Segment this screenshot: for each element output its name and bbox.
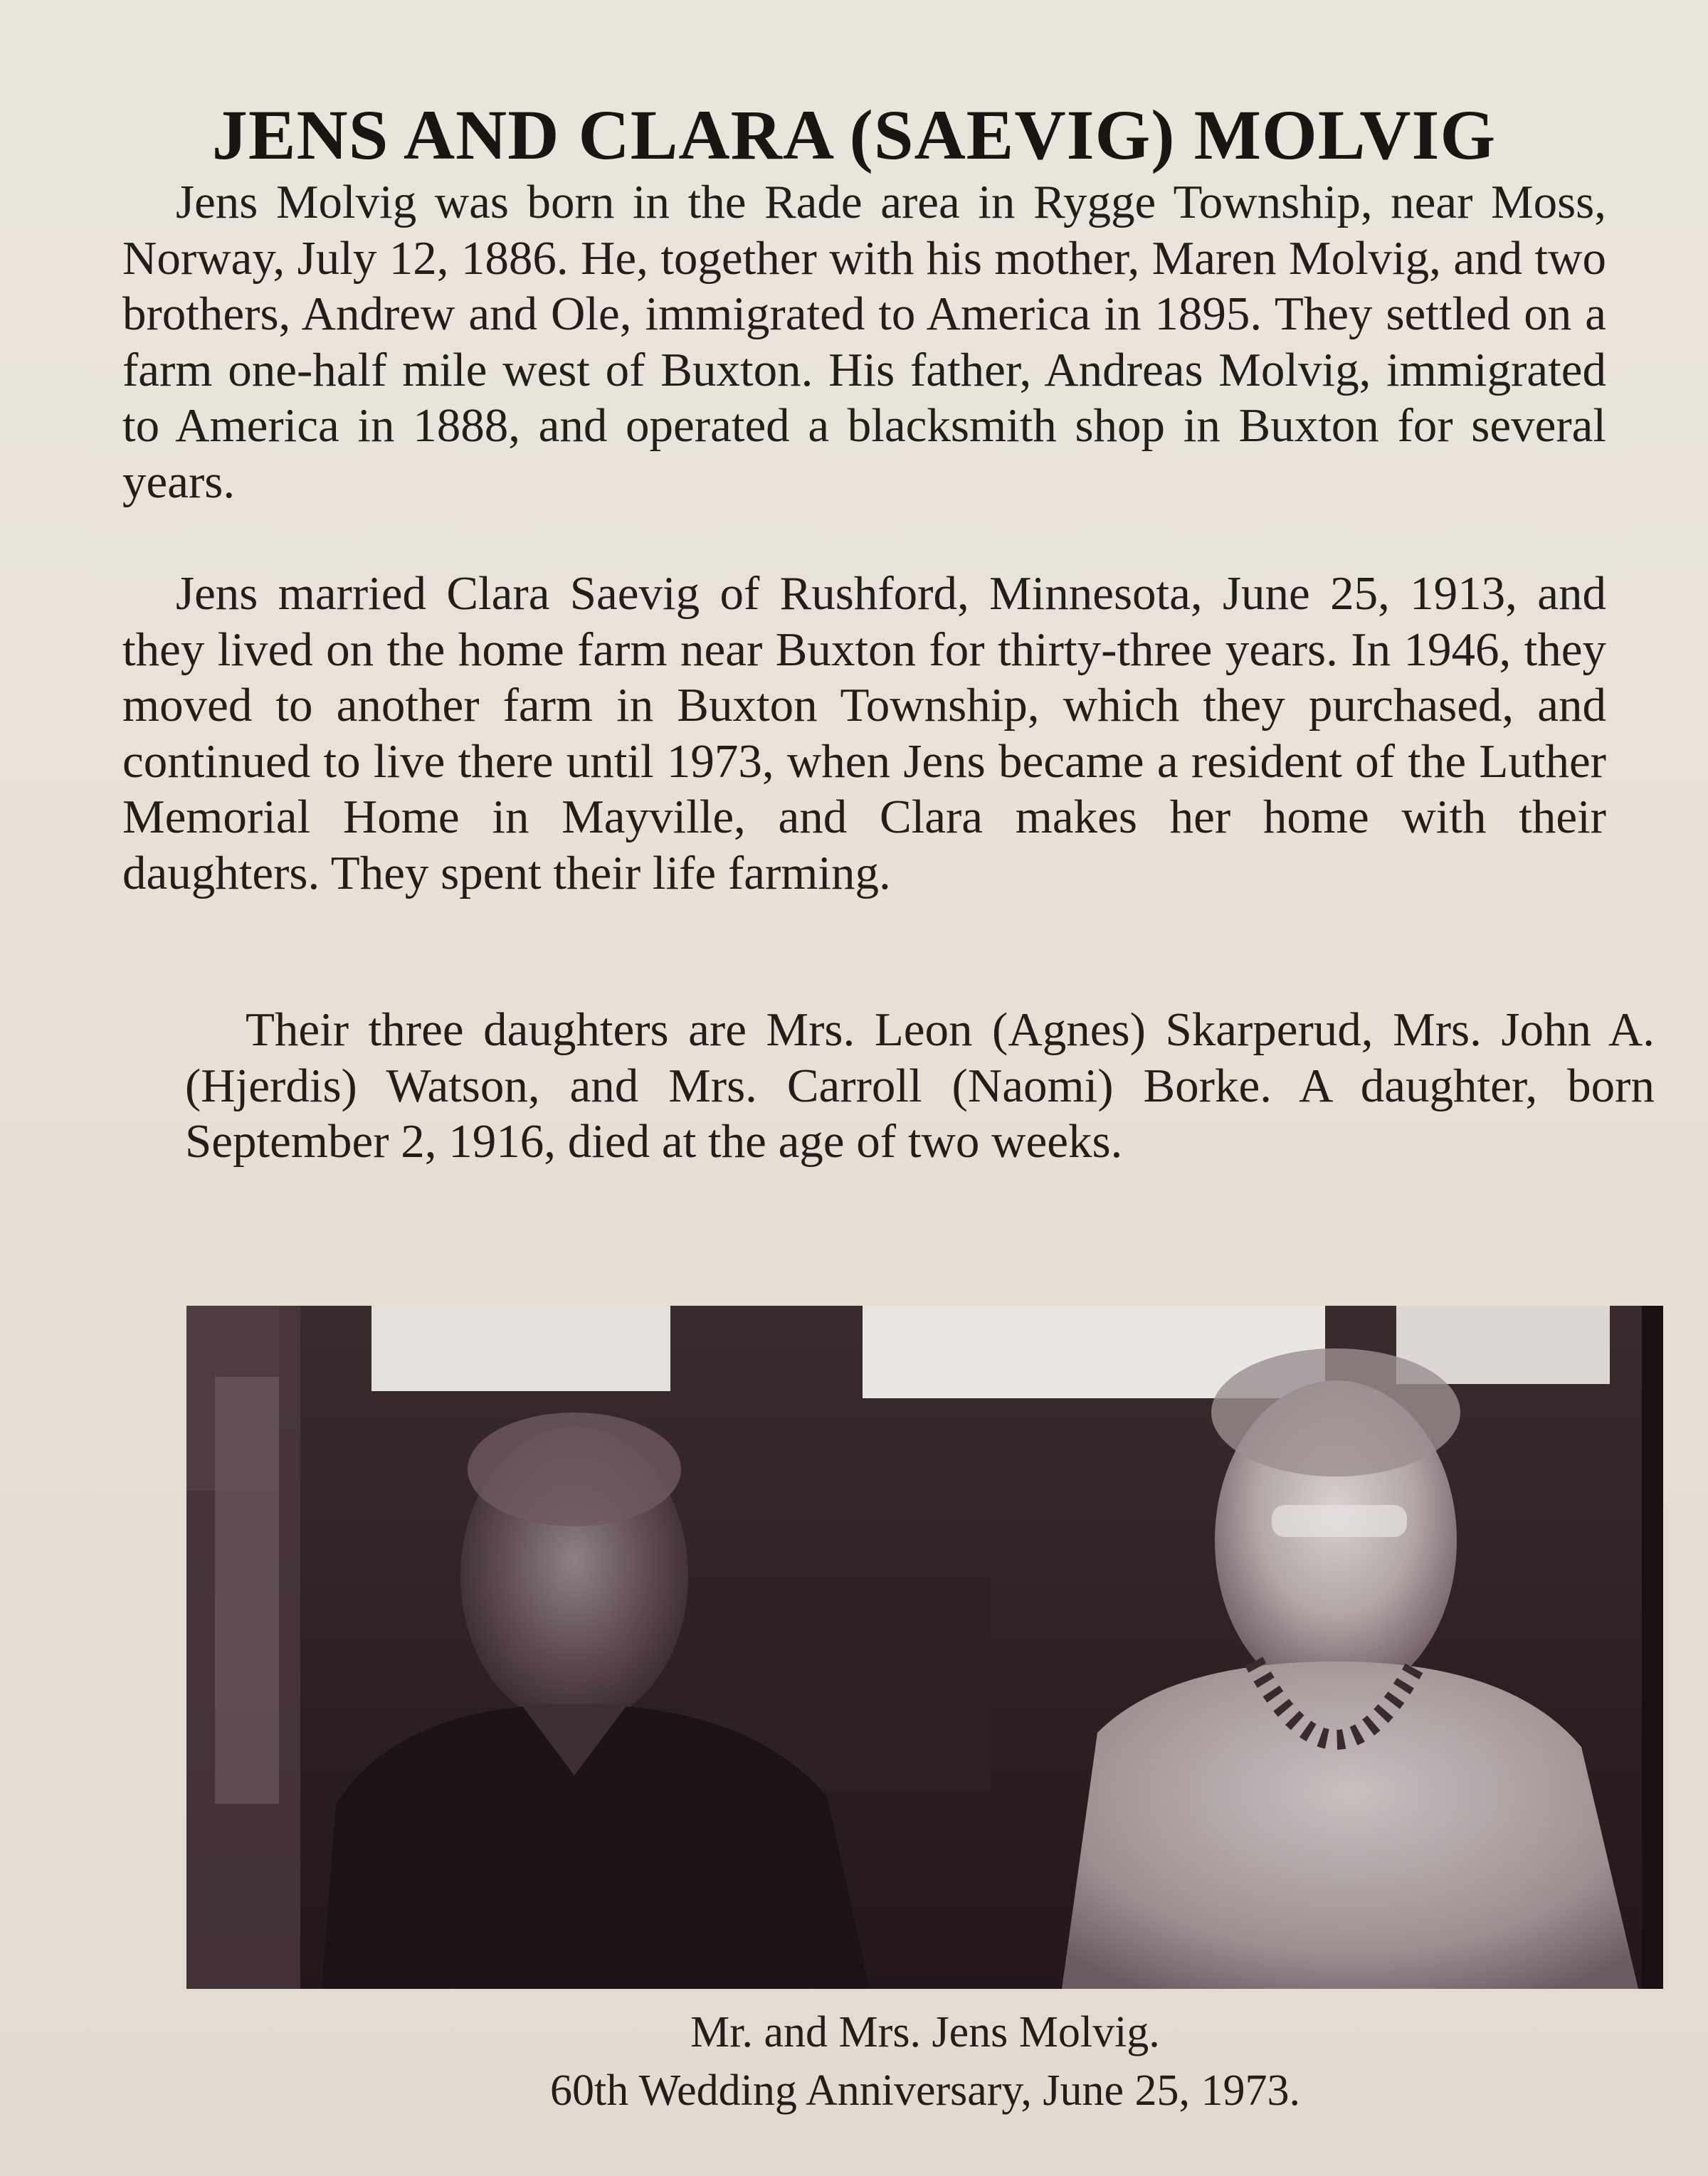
photo-caption xyxy=(356,2003,1494,2120)
paragraph-biography: Jens Molvig was born in the Rade area in Rygge Township, near Moss, Norway, July 12, 1886. He, together with his mother, Maren Molvig, and two brothers, Andrew and Ole, immigrated to America in 1895. They settled on a farm one-half mile west of Buxton. His father, Andreas Molvig, immigrated to America in 1888, and operated a blacksmith shop in Buxton for several years. xyxy=(122,176,1606,508)
article-title: JENS AND CLARA (SAEVIG) MOLVIG xyxy=(211,95,1497,174)
couple-photo xyxy=(186,1306,1663,1989)
couple-photo-image xyxy=(186,1306,1663,1989)
paragraph-daughters: Their three daughters are Mrs. Leon (Agnes) Skarperud, Mrs. John A. (Hjerdis) Watson, and Mrs. Carroll (Naomi) Borke. A daughter, born September 2, 1916, died at the age of two weeks. xyxy=(185,1003,1655,1168)
caption-names: Mr. and Mrs. Jens Molvig. xyxy=(690,2008,1160,2056)
caption-anniversary: 60th Wedding Anniversary, June 25, 1973. xyxy=(549,2066,1301,2115)
paragraph-marriage: Jens married Clara Saevig of Rushford, Minnesota, June 25, 1913, and they lived on the home farm near Buxton for thirty-three years. In 1946, they moved to another farm in Buxton Township, which they purchased, and continued to live there until 1973, when Jens became a resident of the Luther Memorial Home in Mayville, and Clara makes her home with their daughters. They spent their life farming. xyxy=(122,567,1606,899)
